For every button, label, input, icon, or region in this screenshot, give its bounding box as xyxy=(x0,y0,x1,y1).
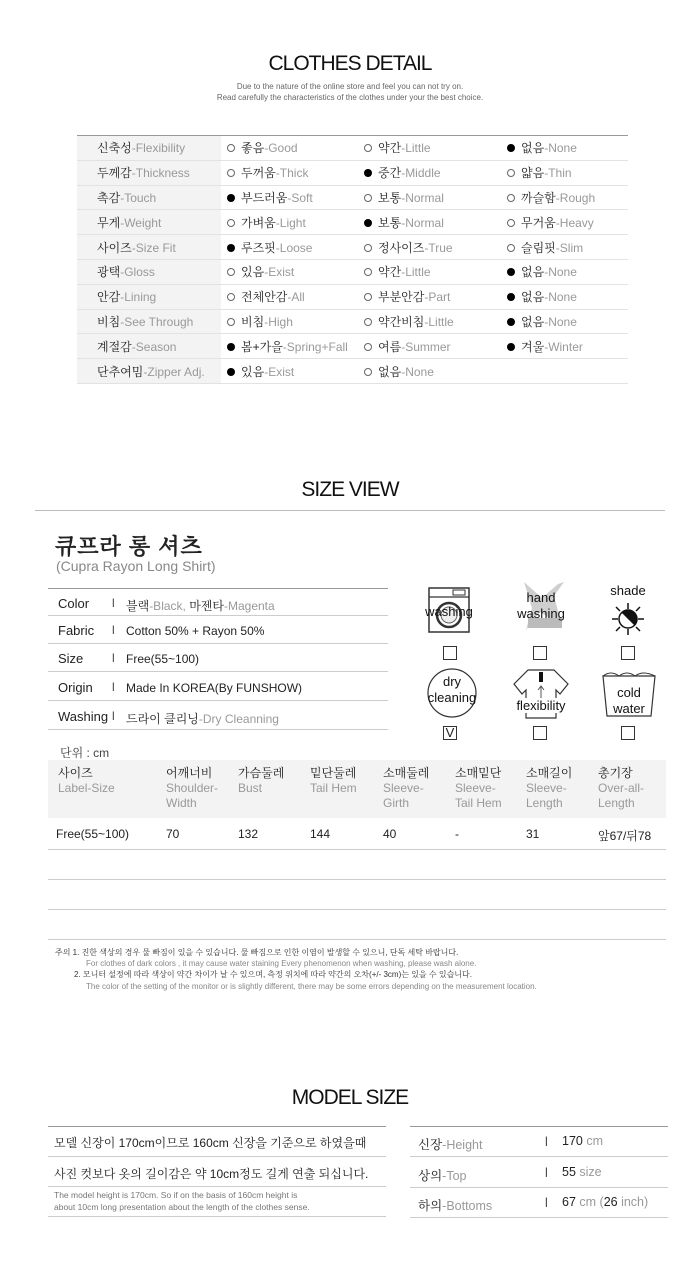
care-label-cold: cold xyxy=(617,685,641,700)
detail-option-en: -None xyxy=(544,290,577,305)
model-value-part: inch) xyxy=(617,1195,649,1209)
detail-option-ko: 있음 xyxy=(241,265,265,280)
detail-label-en: -Weight xyxy=(120,215,162,230)
care-label-hand: hand xyxy=(526,590,556,605)
care-checkbox-flexibility[interactable] xyxy=(533,726,547,740)
size-column-ko: 가슴둘레 xyxy=(238,766,285,780)
size-column-header xyxy=(455,766,502,811)
detail-option-en: -Little xyxy=(424,314,454,329)
model-left-bottom-line xyxy=(48,1216,386,1217)
detail-option-ko: 겨울 xyxy=(521,339,545,354)
size-value-cell: 앞67/뒤78 xyxy=(598,829,652,843)
detail-option-ko: 있음 xyxy=(241,364,265,379)
detail-option-ko: 두꺼움 xyxy=(241,166,276,181)
clothes-detail-table xyxy=(77,135,628,384)
size-column-ko: 소매둘레 xyxy=(383,766,430,780)
care-checkbox-shade[interactable] xyxy=(621,646,635,660)
model-value-part: 67 xyxy=(562,1195,576,1209)
detail-option xyxy=(507,359,628,384)
detail-option-ko: 정사이즈 xyxy=(378,240,425,255)
detail-option-en: -None xyxy=(544,314,577,329)
model-size-label: 신장-Height xyxy=(418,1138,483,1152)
unselected-dot-icon xyxy=(507,244,515,252)
detail-option-en: -Summer xyxy=(401,339,451,354)
detail-row xyxy=(77,136,628,161)
unselected-dot-icon xyxy=(364,194,372,202)
detail-option-ko: 없음 xyxy=(521,314,545,329)
spec-value-part: Cotton 50% + Rayon 50% xyxy=(126,624,265,638)
detail-option-ko: 부분안감 xyxy=(378,290,425,305)
size-column-en: Label-Size xyxy=(58,781,115,795)
size-column-en: Over-all- xyxy=(598,781,645,795)
size-value-cell: 31 xyxy=(526,827,540,841)
detail-option-en: -Winter xyxy=(544,339,583,354)
detail-label-ko: 두께감 xyxy=(97,166,132,181)
detail-row xyxy=(77,185,628,210)
model-note-en xyxy=(48,1189,386,1213)
detail-label-ko: 비침 xyxy=(97,314,121,329)
size-column-header xyxy=(383,766,429,811)
detail-option-en: -None xyxy=(544,265,577,280)
size-column-en: Girth xyxy=(383,796,410,810)
detail-option-ko: 비침 xyxy=(241,314,265,329)
model-left-mid-line-2 xyxy=(48,1186,386,1187)
warning-line: 주의 1. 진한 색상의 경우 물 빠짐이 있을 수 있습니다. 물 빠짐으로 인한 이염이 발생할 수 있으니, 단독 세탁 바랍니다. xyxy=(55,948,459,957)
selected-dot-icon xyxy=(507,343,515,351)
care-label-cold-water xyxy=(598,685,660,717)
detail-row-label xyxy=(77,309,221,334)
detail-option xyxy=(364,185,507,210)
model-size-separator: l xyxy=(545,1166,548,1180)
care-label-washing: washing xyxy=(425,604,473,619)
detail-option-en: -None xyxy=(544,141,577,156)
model-size-value xyxy=(562,1195,648,1209)
detail-label-ko: 단추여밈 xyxy=(97,364,144,379)
detail-option-en: -Heavy xyxy=(555,215,594,230)
detail-option xyxy=(507,334,628,359)
detail-option-ko: 봄+가을 xyxy=(241,339,283,354)
size-column-header xyxy=(58,766,115,796)
detail-option-en: -Exist xyxy=(264,265,295,280)
unselected-dot-icon xyxy=(227,268,235,276)
detail-option xyxy=(364,259,507,284)
detail-row xyxy=(77,160,628,185)
spec-value xyxy=(126,681,302,695)
spec-value-part: -Black, xyxy=(149,599,190,613)
spec-label: Origin xyxy=(58,680,93,695)
size-column-en: Bust xyxy=(238,781,263,795)
clothes-detail-note-1: Due to the nature of the online store and feel you can not try on. xyxy=(236,82,464,91)
size-column-en: Sleeve- xyxy=(526,781,567,795)
model-size-separator: l xyxy=(545,1135,548,1149)
detail-option xyxy=(221,210,364,235)
unselected-dot-icon xyxy=(227,318,235,326)
detail-option-ko: 없음 xyxy=(521,265,545,280)
size-column-en: Tail Hem xyxy=(455,796,502,810)
unselected-dot-icon xyxy=(227,144,235,152)
detail-row xyxy=(77,309,628,334)
detail-option-en: -Middle xyxy=(401,166,441,181)
detail-label-en: -Size Fit xyxy=(131,240,176,255)
detail-option xyxy=(507,185,628,210)
selected-dot-icon xyxy=(227,194,235,202)
detail-option xyxy=(507,210,628,235)
detail-option xyxy=(221,334,364,359)
care-label-cleaning: cleaning xyxy=(427,690,477,705)
detail-option xyxy=(221,136,364,161)
unselected-dot-icon xyxy=(364,318,372,326)
detail-row xyxy=(77,334,628,359)
detail-option-ko: 루즈핏 xyxy=(241,240,276,255)
size-row-line-2 xyxy=(48,879,666,880)
detail-option xyxy=(507,136,628,161)
detail-option-ko: 전체안감 xyxy=(241,290,288,305)
model-size-row xyxy=(410,1158,668,1188)
detail-option-ko: 없음 xyxy=(521,141,545,156)
care-label-shade: shade xyxy=(610,583,646,598)
spec-value xyxy=(126,597,275,614)
detail-option-en: -Little xyxy=(401,265,431,280)
selected-dot-icon xyxy=(507,268,515,276)
size-column-header xyxy=(598,766,644,811)
spec-value xyxy=(126,652,199,666)
spec-row xyxy=(48,588,388,616)
model-left-mid-line-1 xyxy=(48,1156,386,1157)
size-column-header xyxy=(310,766,357,796)
warning-line: The color of the setting of the monitor or is slightly different, there may be some errors depending on the measurement location. xyxy=(86,982,537,991)
detail-label-en: -Season xyxy=(131,339,177,354)
detail-row-label xyxy=(77,284,221,309)
detail-option xyxy=(507,284,628,309)
model-size-label: 상의-Top xyxy=(418,1169,467,1183)
spec-row xyxy=(48,616,388,644)
detail-label-en: -Thickness xyxy=(131,166,190,181)
size-column-en: Shoulder- xyxy=(166,781,219,795)
detail-row-label xyxy=(77,259,221,284)
model-size-value xyxy=(562,1165,602,1179)
detail-row-label xyxy=(77,136,221,161)
detail-option-en: -Soft xyxy=(287,190,313,205)
detail-option-ko: 까슬함 xyxy=(521,190,556,205)
spec-separator: l xyxy=(112,596,115,610)
model-value-part: cm xyxy=(582,1134,603,1148)
detail-option-ko: 없음 xyxy=(521,290,545,305)
spec-row xyxy=(48,644,388,672)
model-value-part: 26 xyxy=(603,1195,618,1209)
care-label-water: water xyxy=(613,701,645,716)
detail-label-ko: 촉감 xyxy=(97,190,121,205)
spec-value-part: 드라이 클리닝 xyxy=(126,712,199,726)
detail-option-en: -Normal xyxy=(401,215,444,230)
detail-row-label xyxy=(77,185,221,210)
spec-value-part: Made In KOREA(By FUNSHOW) xyxy=(126,681,303,695)
detail-option-en: -Thin xyxy=(544,166,572,181)
detail-option-ko: 가벼움 xyxy=(241,215,276,230)
model-size-separator: l xyxy=(545,1196,548,1210)
detail-option xyxy=(364,359,507,384)
detail-row-label xyxy=(77,235,221,260)
selected-dot-icon xyxy=(227,343,235,351)
detail-option-en: -All xyxy=(287,290,305,305)
care-label-hand-washing-2: washing xyxy=(517,606,565,621)
detail-option-ko: 보통 xyxy=(378,190,402,205)
size-row-line-4 xyxy=(48,939,666,940)
spec-value-part: Free(55~100) xyxy=(126,652,200,666)
detail-option xyxy=(364,334,507,359)
detail-label-en: -Zipper Adj. xyxy=(143,364,205,379)
spec-value-part: 블랙 xyxy=(126,599,150,613)
care-checkbox-dry-cleaning[interactable]: V xyxy=(443,726,457,740)
detail-label-ko: 사이즈 xyxy=(97,240,132,255)
size-column-header xyxy=(238,766,284,796)
detail-option-ko: 무거움 xyxy=(521,215,556,230)
detail-label-en: -Flexibility xyxy=(131,141,186,156)
detail-option-en: -Rough xyxy=(555,190,596,205)
model-note-en-2: about 10cm long presentation about the length of the clothes sense. xyxy=(54,1202,310,1212)
size-view-divider xyxy=(35,510,665,511)
detail-option-en: -Little xyxy=(401,141,431,156)
detail-option-ko: 좋음 xyxy=(241,141,265,156)
size-row-line-1 xyxy=(48,849,666,850)
detail-label-en: -Lining xyxy=(120,290,157,305)
detail-row-label xyxy=(77,210,221,235)
unselected-dot-icon xyxy=(227,169,235,177)
unselected-dot-icon xyxy=(364,368,372,376)
detail-row xyxy=(77,259,628,284)
clothes-detail-note-2: Read carefully the characteristics of the clothes under your the best choice. xyxy=(216,93,484,102)
unselected-dot-icon xyxy=(507,219,515,227)
detail-row xyxy=(77,359,628,384)
detail-option xyxy=(364,309,507,334)
spec-label: Color xyxy=(58,596,90,611)
clothes-detail-title: CLOTHES DETAIL xyxy=(268,52,432,75)
size-row-line-3 xyxy=(48,909,666,910)
size-value-cell: Free(55~100) xyxy=(56,827,130,841)
size-column-en: Tail Hem xyxy=(310,781,357,795)
size-value-cell: 40 xyxy=(383,827,397,841)
detail-option xyxy=(364,284,507,309)
spec-label: Fabric xyxy=(58,623,95,638)
detail-option xyxy=(364,235,507,260)
detail-row xyxy=(77,210,628,235)
size-column-en: Sleeve- xyxy=(383,781,424,795)
size-column-ko: 소매길이 xyxy=(526,766,573,780)
detail-option xyxy=(507,309,628,334)
detail-option-ko: 약간 xyxy=(378,141,402,156)
unit-label: 단위 : cm xyxy=(60,746,110,760)
size-value-cell: 144 xyxy=(310,827,331,841)
detail-option-en: -Part xyxy=(424,290,451,305)
detail-option-ko: 얇음 xyxy=(521,166,545,181)
warning-line: For clothes of dark colors , it may cause water staining Every phenomenon when washing, please wash alone. xyxy=(86,959,477,968)
unselected-dot-icon xyxy=(507,169,515,177)
detail-option-ko: 중간 xyxy=(378,166,402,181)
model-size-label: 하의-Bottoms xyxy=(418,1199,493,1213)
selected-dot-icon xyxy=(507,293,515,301)
care-label-hand-washing xyxy=(510,590,572,622)
detail-option xyxy=(507,160,628,185)
unselected-dot-icon xyxy=(227,293,235,301)
detail-label-en: -Gloss xyxy=(120,265,155,280)
detail-option-ko: 약간 xyxy=(378,265,402,280)
size-value-cell: 70 xyxy=(166,827,180,841)
care-checkbox-washing[interactable] xyxy=(443,646,457,660)
detail-option-en: -Exist xyxy=(264,364,295,379)
detail-option-en: -High xyxy=(264,314,293,329)
selected-dot-icon xyxy=(364,169,372,177)
care-label-dry-cleaning xyxy=(420,674,484,706)
spec-value-part: 마젠타 xyxy=(189,599,224,613)
model-note-2: 사진 컷보다 옷의 길이감은 약 10cm정도 길게 연출 되십니다. xyxy=(54,1167,369,1181)
detail-option xyxy=(507,259,628,284)
product-name: 큐프라 롱 셔츠 xyxy=(55,534,203,559)
detail-row-label xyxy=(77,334,221,359)
size-column-en: Length xyxy=(598,796,635,810)
spec-row xyxy=(48,673,388,701)
warning-line: 2. 모니터 설정에 따라 색상이 약간 차이가 날 수 있으며, 측정 위치에 따라 약간의 오차(+/- 3cm)는 있을 수 있습니다. xyxy=(74,970,472,979)
detail-row xyxy=(77,235,628,260)
product-name-en: (Cupra Rayon Long Shirt) xyxy=(56,558,216,574)
model-size-row xyxy=(410,1127,668,1157)
size-column-en: Length xyxy=(526,796,563,810)
size-column-ko: 밑단둘레 xyxy=(310,766,357,780)
size-column-header xyxy=(166,766,218,811)
unselected-dot-icon xyxy=(364,293,372,301)
selected-dot-icon xyxy=(227,244,235,252)
detail-option-en: -True xyxy=(424,240,453,255)
detail-option-en: -None xyxy=(401,364,434,379)
spec-separator: l xyxy=(112,709,115,723)
unselected-dot-icon xyxy=(364,268,372,276)
model-value-part: cm ( xyxy=(575,1195,604,1209)
model-value-part: 55 xyxy=(562,1165,576,1179)
detail-row xyxy=(77,284,628,309)
detail-option-en: -Thick xyxy=(275,166,309,181)
spec-separator: l xyxy=(112,623,115,637)
spec-label: Size xyxy=(58,651,84,666)
selected-dot-icon xyxy=(507,144,515,152)
spec-row xyxy=(48,702,388,730)
size-column-ko: 어깨너비 xyxy=(166,766,213,780)
detail-option xyxy=(507,235,628,260)
selected-dot-icon xyxy=(227,368,235,376)
spec-value-part: -Dry Cleanning xyxy=(198,712,279,726)
shade-sun-icon xyxy=(608,601,648,637)
unselected-dot-icon xyxy=(364,343,372,351)
care-label-dry: dry xyxy=(442,674,462,689)
spec-separator: l xyxy=(112,680,115,694)
detail-option-en: -Spring+Fall xyxy=(282,339,348,354)
detail-option xyxy=(221,284,364,309)
detail-option xyxy=(221,235,364,260)
selected-dot-icon xyxy=(364,219,372,227)
care-label-flexibility: flexibility xyxy=(508,698,574,713)
detail-option-en: -Slim xyxy=(555,240,584,255)
model-note-1: 모델 신장이 170cm이므로 160cm 신장을 기준으로 하였을때 xyxy=(54,1136,367,1150)
detail-label-ko: 광택 xyxy=(97,265,121,280)
detail-option xyxy=(364,160,507,185)
model-size-title: MODEL SIZE xyxy=(291,1086,409,1109)
flexibility-shirt-icon xyxy=(510,666,572,722)
size-column-ko: 소매밑단 xyxy=(455,766,502,780)
detail-option-ko: 보통 xyxy=(378,215,402,230)
spec-label: Washing xyxy=(58,709,109,724)
spec-separator: l xyxy=(112,651,115,665)
detail-label-ko: 안감 xyxy=(97,290,121,305)
detail-option xyxy=(364,136,507,161)
detail-label-ko: 계절감 xyxy=(97,339,132,354)
detail-option xyxy=(221,160,364,185)
size-column-ko: 사이즈 xyxy=(58,766,93,780)
size-column-header xyxy=(526,766,572,811)
size-view-title: SIZE VIEW xyxy=(301,478,399,501)
size-column-en: Sleeve- xyxy=(455,781,496,795)
size-value-cell: - xyxy=(455,827,459,841)
unselected-dot-icon xyxy=(507,194,515,202)
size-table-header xyxy=(48,760,666,818)
care-checkbox-hand-washing[interactable] xyxy=(533,646,547,660)
detail-option-ko: 부드러움 xyxy=(241,190,288,205)
detail-label-en: -Touch xyxy=(120,190,157,205)
unselected-dot-icon xyxy=(364,244,372,252)
spec-value xyxy=(126,624,264,638)
size-column-ko: 총기장 xyxy=(598,766,633,780)
model-size-row xyxy=(410,1188,668,1218)
size-value-cell: 132 xyxy=(238,827,259,841)
detail-row-label xyxy=(77,359,221,384)
detail-label-ko: 신축성 xyxy=(97,141,132,156)
selected-dot-icon xyxy=(507,318,515,326)
detail-option-en: -Light xyxy=(275,215,306,230)
spec-value xyxy=(126,710,279,727)
detail-option xyxy=(364,210,507,235)
detail-option-en: -Loose xyxy=(275,240,313,255)
detail-option-ko: 약간비침 xyxy=(378,314,425,329)
detail-option xyxy=(221,185,364,210)
unselected-dot-icon xyxy=(227,219,235,227)
model-left-top-line xyxy=(48,1126,386,1127)
model-value-part: 170 xyxy=(562,1134,583,1148)
detail-label-ko: 무게 xyxy=(97,215,121,230)
detail-option-en: -Normal xyxy=(401,190,444,205)
detail-label-en: -See Through xyxy=(120,314,194,329)
detail-option-en: -Good xyxy=(264,141,298,156)
size-column-en: Width xyxy=(166,796,197,810)
detail-option-ko: 슬림핏 xyxy=(521,240,556,255)
detail-row-label xyxy=(77,160,221,185)
model-value-part: size xyxy=(575,1165,602,1179)
model-size-value xyxy=(562,1134,603,1148)
detail-option xyxy=(221,309,364,334)
detail-option xyxy=(221,359,364,384)
unselected-dot-icon xyxy=(364,144,372,152)
model-note-en-1: The model height is 170cm. So if on the basis of 160cm height is xyxy=(54,1190,298,1200)
detail-option-ko: 없음 xyxy=(378,364,402,379)
care-checkbox-cold-water[interactable] xyxy=(621,726,635,740)
detail-option-ko: 여름 xyxy=(378,339,402,354)
detail-option xyxy=(221,259,364,284)
spec-value-part: -Magenta xyxy=(223,599,275,613)
